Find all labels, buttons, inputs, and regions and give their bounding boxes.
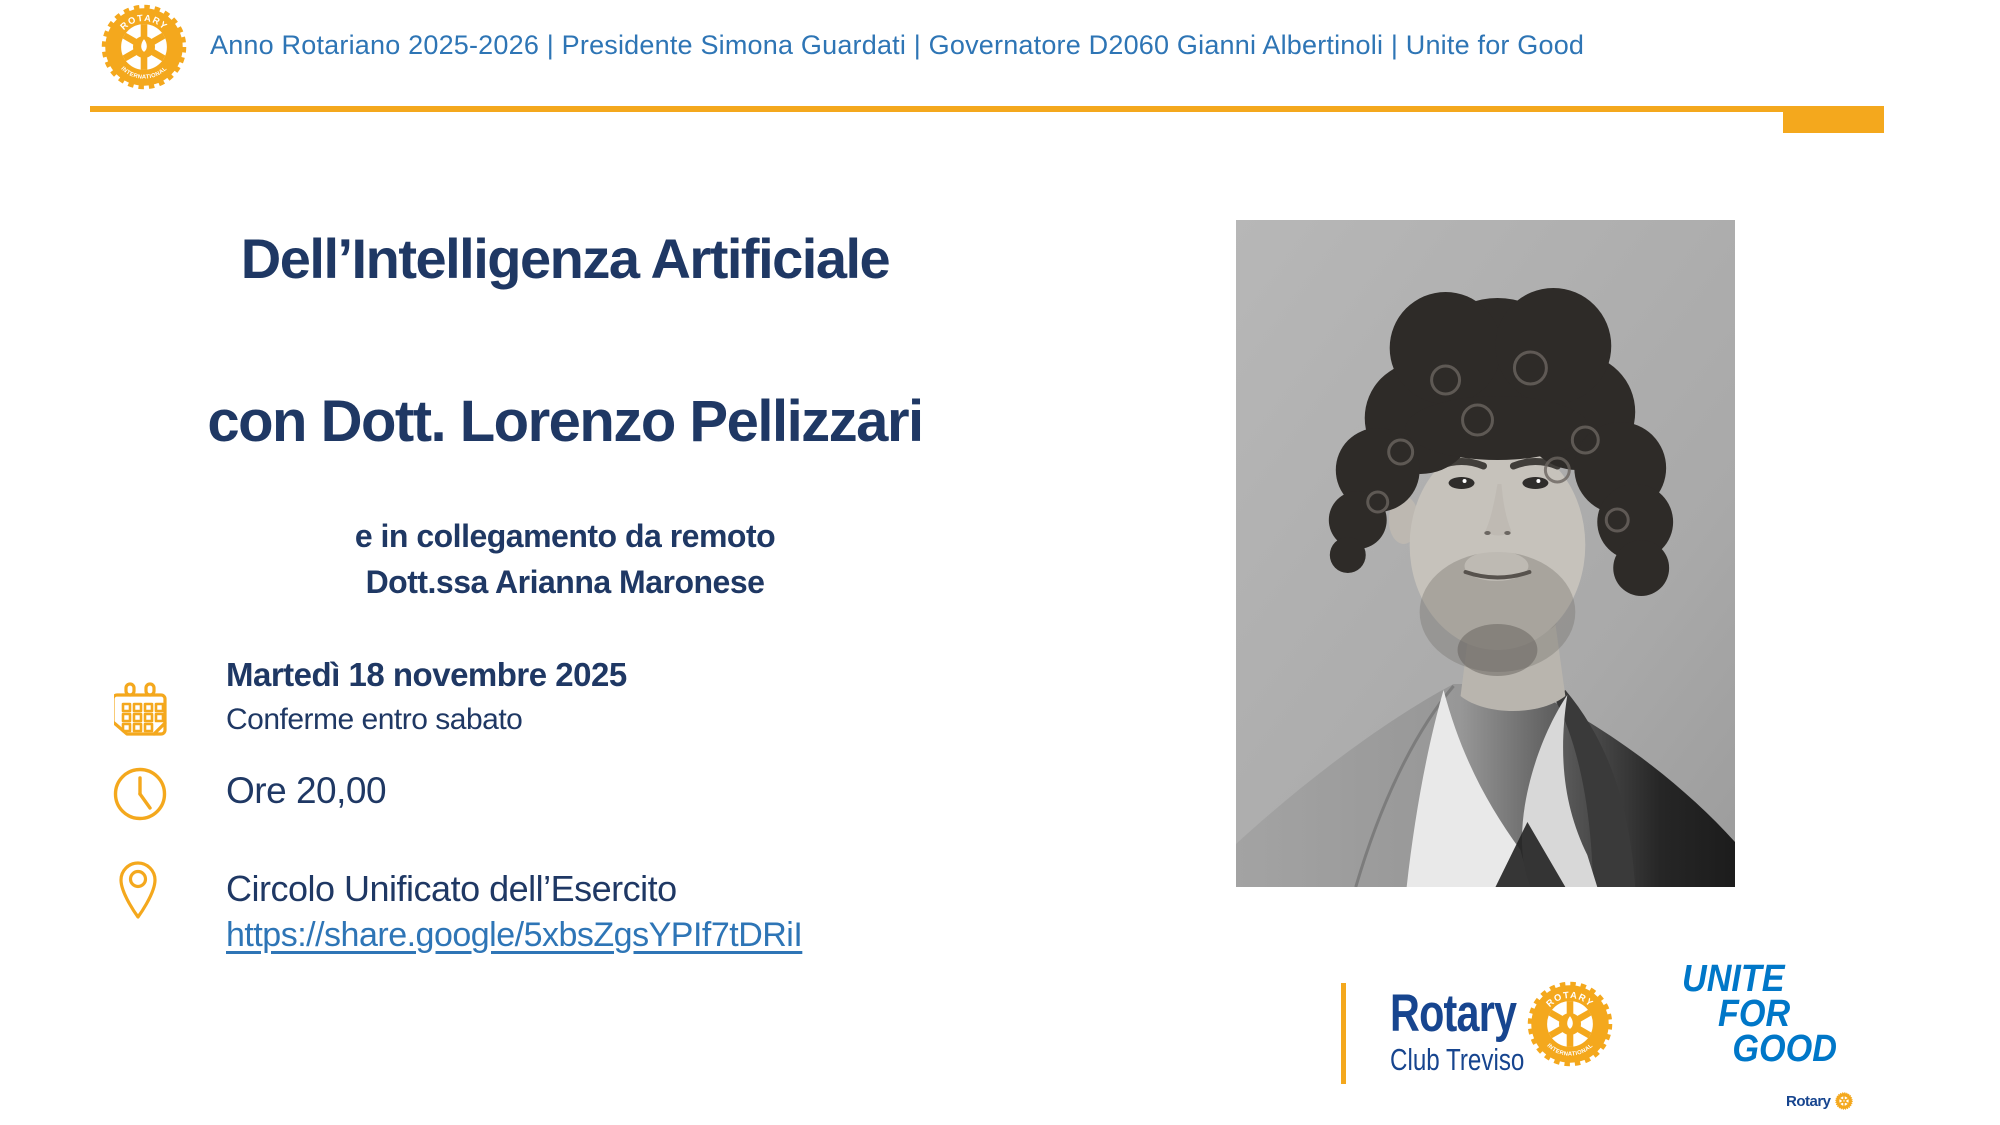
footer-divider: [1341, 983, 1346, 1084]
rotary-wheel-icon: [1835, 1092, 1853, 1110]
rotary-wordmark: Rotary: [1390, 984, 1517, 1043]
header-divider-accent: [1783, 106, 1884, 133]
rsvp-note: Conferme entro sabato: [226, 703, 523, 736]
header-divider: [90, 106, 1783, 112]
speaker-photo: [1236, 220, 1735, 887]
tagline-line: FOR: [1718, 993, 1791, 1035]
tagline-line: GOOD: [1732, 1028, 1837, 1070]
event-speaker: con Dott. Lorenzo Pellizzari: [207, 389, 923, 454]
location-pin-icon: [117, 860, 159, 920]
tagline-line: UNITE: [1682, 958, 1785, 1000]
rotary-wheel-icon: [100, 2, 188, 92]
wheel-label-bottom: INTERNATIONAL: [119, 65, 169, 81]
club-lockup: [1390, 984, 1525, 1078]
rotary-mini-mark: [1786, 1092, 1853, 1110]
event-venue: Circolo Unificato dell’Esercito: [226, 868, 677, 909]
event-title: Dell’Intelligenza Artificiale: [240, 227, 890, 290]
venue-link-row: [226, 916, 802, 955]
clock-icon: [112, 766, 168, 822]
wheel-label-top: ROTARY: [1544, 989, 1596, 1009]
wheel-label-top: ROTARY: [118, 12, 170, 32]
event-date: Martedì 18 novembre 2025: [226, 656, 627, 693]
wheel-label-bottom: INTERNATIONAL: [1545, 1042, 1595, 1058]
portrait-illustration: [1236, 220, 1735, 887]
unite-for-good-tagline: [1682, 958, 1837, 1070]
rotary-mini-wordmark: Rotary: [1786, 1092, 1831, 1110]
calendar-icon: [114, 682, 168, 739]
event-time: Ore 20,00: [226, 770, 387, 811]
header-banner: Anno Rotariano 2025-2026 | Presidente Simona Guardati | Governatore D2060 Gianni Albertinoli | Unite for Good: [210, 30, 1585, 60]
rotary-wheel-icon: [1526, 980, 1614, 1068]
remote-attendee-intro: e in collegamento da remoto: [354, 518, 776, 554]
venue-link[interactable]: https://share.google/5xbsZgsYPIf7tDRiI: [226, 916, 803, 954]
remote-attendee-name: Dott.ssa Arianna Maronese: [365, 564, 765, 600]
club-name: Club Treviso: [1390, 1042, 1525, 1077]
